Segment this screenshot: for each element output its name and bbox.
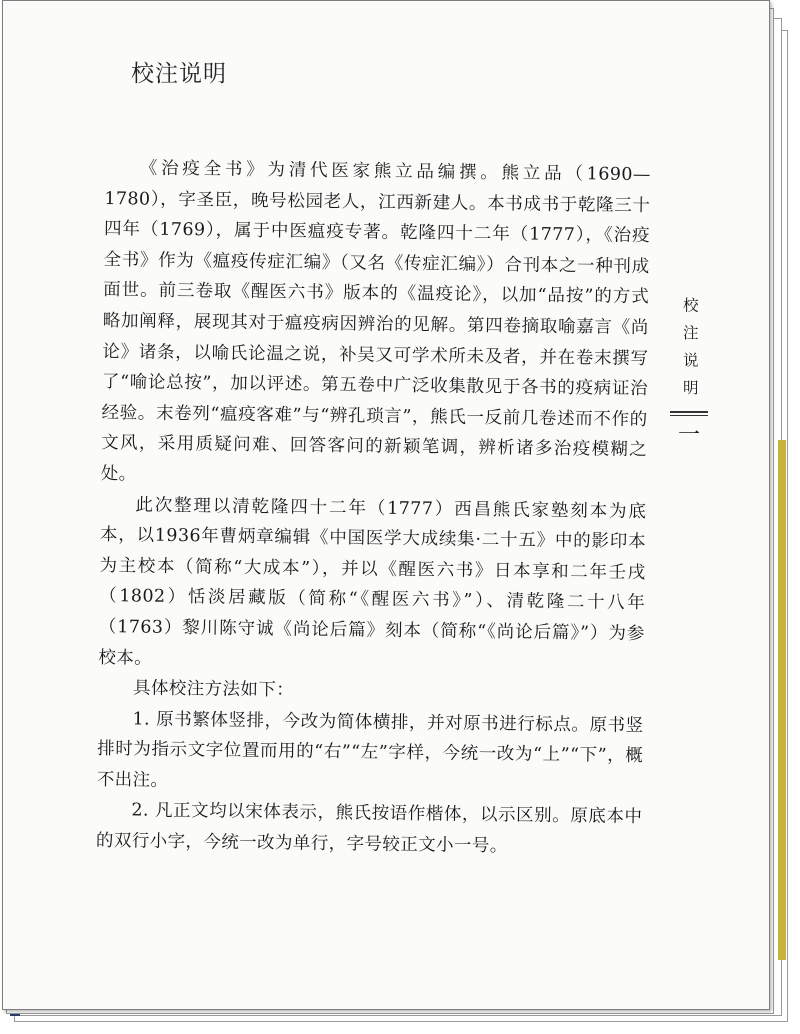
running-header xyxy=(671,297,707,447)
paragraph-method-1: 1. 原书繁体竖排，今改为简体横排，并对原书进行标点。原书竖排时为指示文字位置而用的“右”“左”字样，今统一改为“上”“下”，概不出注。 xyxy=(96,709,644,791)
paragraph-intro: 《治疫全书》为清代医家熊立品编撰。熊立品（1690—1780），字圣臣，晚号松园老人，江西新建人。本书成书于乾隆三十四年（1769），属于中医瘟疫专著。乾隆四十二年（1777），《治疫全书》作为《瘟疫传症汇编》（又名《传症汇编》）合刊本之一种刊成面世。前三卷取《醒医六书》版本的《温疫论》，以加“品按”的方式略加阐释，展现其对于瘟疫病因辨治的见解。第四卷摘取喻嘉言《尚论》诸条，以喻氏论温之说，补吴又可学术所未及者，并在卷末撰写了“喻论总按”，加以评述。第五卷中广泛收集散见于各书的疫病证治经验。末卷列“瘟疫客难”与“辨孔琐言”，熊氏一反前几卷述而不作的文风，采用质疑问难、回答客问的新颖笔调，辨析诸多治疫模糊之处。 xyxy=(100,158,651,485)
side-divider xyxy=(670,411,708,413)
book-page xyxy=(2,0,770,1010)
paragraph-method-2: 2. 凡正文均以宋体表示，熊氏按语作楷体，以示区别。原底本中的双行小字，今统一改为单行，字号较正文小一号。 xyxy=(95,800,643,857)
paragraph-method-heading: 具体校注方法如下： xyxy=(132,678,295,701)
side-section-label: 校注说明 xyxy=(680,297,699,407)
book-cover-edge-right xyxy=(778,440,786,960)
page-number: 一 xyxy=(677,423,700,448)
page-title: 校注说明 xyxy=(131,61,227,87)
body-text xyxy=(96,153,651,864)
paragraph-editions: 此次整理以清乾隆四十二年（1777）西昌熊氏家塾刻本为底本，以1936年曹炳章编辑《中国医学大成续集·二十五》中的影印本为主校本（简称“大成本”），并以《醒医六书》日本享和二年壬戌（1802）恬淡居藏版（简称“《醒医六书》”）、清乾隆二十八年（1763）黎川陈守诚《尚论后篇》刻本（简称“《尚论后篇》”）为参校本。 xyxy=(98,494,647,669)
